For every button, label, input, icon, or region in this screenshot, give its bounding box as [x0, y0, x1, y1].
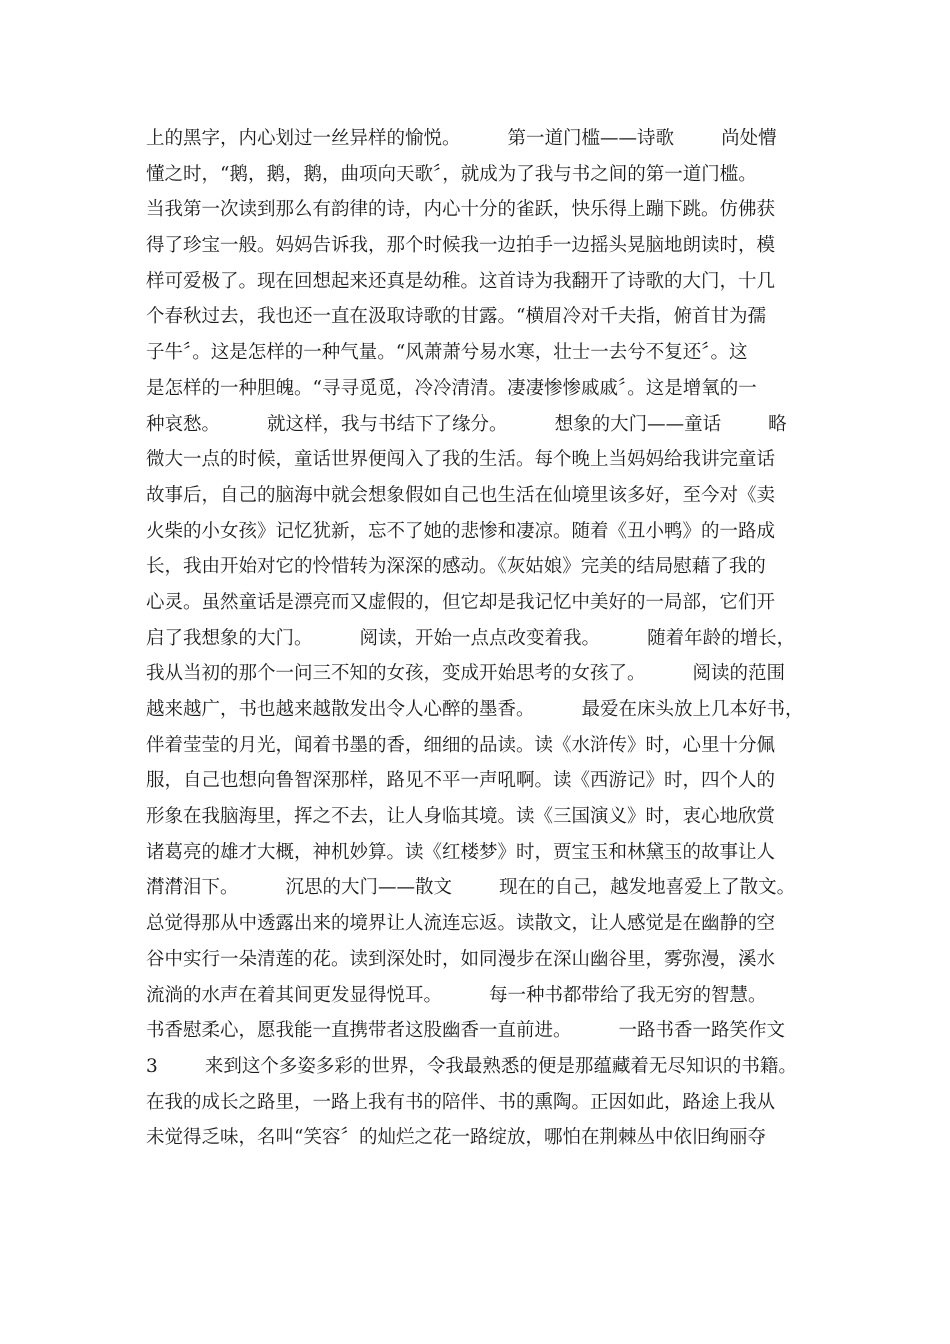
text-line: 书香慰柔心，愿我能一直携带者这股幽香一直前进。 一路书香一路笑作文	[146, 1020, 786, 1042]
text-line: 得了珍宝一般。妈妈告诉我，那个时候我一边拍手一边摇头晃脑地朗读时，模	[146, 235, 776, 257]
text-line: 个春秋过去，我也还一直在汲取诗歌的甘露。“横眉冷对千夫指，俯首甘为孺	[146, 306, 766, 328]
text-line: 在我的成长之路里，一路上我有书的陪伴、书的熏陶。正因如此，路途上我从	[146, 1091, 776, 1113]
text-line: 长，我由开始对它的怜惜转为深深的感动。《灰姑娘》完美的结局慰藉了我的	[146, 556, 766, 578]
text-line: 子牛〞。这是怎样的一种气量。“风萧萧兮易水寒，壮士一去兮不复还〞。这	[146, 342, 748, 364]
text-line: 当我第一次读到那么有韵律的诗，内心十分的雀跃，快乐得上蹦下跳。仿佛获	[146, 199, 776, 221]
essay-body	[146, 121, 836, 1156]
text-line: 火柴的小女孩》记忆犹新，忘不了她的悲惨和凄凉。随着《丑小鸭》的一路成	[146, 520, 776, 542]
text-line: 服，自己也想向鲁智深那样，路见不平一声吼啊。读《西游记》时，四个人的	[146, 770, 776, 792]
text-line: 种哀愁。 就这样，我与书结下了缘分。 想象的大门——童话 略	[146, 413, 787, 435]
text-line: 伴着莹莹的月光，闻着书墨的香，细细的品读。读《水浒传》时，心里十分佩	[146, 734, 776, 756]
text-line: 谷中实行一朵清莲的花。读到深处时，如同漫步在深山幽谷里，雾弥漫，溪水	[146, 948, 776, 970]
text-line: 懂之时，“鹅，鹅，鹅，曲项向天歌〞，就成为了我与书之间的第一道门槛。	[146, 163, 757, 185]
text-line: 流淌的水声在着其间更发显得悦耳。 每一种书都带给了我无穷的智慧。	[146, 984, 767, 1006]
text-line: 诸葛亮的雄才大概，神机妙算。读《红楼梦》时，贾宝玉和林黛玉的故事让人	[146, 841, 776, 863]
text-line: 是怎样的一种胆魄。“寻寻觅觅，冷冷清清。凄凄惨惨戚戚〞。这是增氧的一	[146, 377, 757, 399]
text-line: 我从当初的那个一问三不知的女孩，变成开始思考的女孩了。 阅读的范围	[146, 663, 786, 685]
text-line: 启了我想象的大门。 阅读，开始一点点改变着我。 随着年龄的增长，	[146, 627, 796, 649]
text-line: 故事后，自己的脑海中就会想象假如自己也生活在仙境里该多好，至今对《卖	[146, 484, 776, 506]
text-line: 样可爱极了。现在回想起来还真是幼稚。这首诗为我翻开了诗歌的大门，十几	[146, 270, 776, 292]
text-line: 越来越广，书也越来越散发出令人心醉的墨香。 最爱在床头放上几本好书，	[146, 699, 804, 720]
text-line: 3 来到这个多姿多彩的世界，令我最熟悉的便是那蕴藏着无尽知识的书籍。	[146, 1055, 797, 1077]
text-line: 潸潸泪下。 沉思的大门——散文 现在的自己，越发地喜爱上了散文。	[146, 877, 796, 899]
text-line: 未觉得乏味，名叫“笑容〞的灿烂之花一路绽放，哪怕在荆棘丛中依旧绚丽夺	[146, 1127, 766, 1149]
text-line: 微大一点的时候，童话世界便闯入了我的生活。每个晚上当妈妈给我讲完童话	[146, 449, 776, 471]
text-line: 形象在我脑海里，挥之不去，让人身临其境。读《三国演义》时，衷心地欣赏	[146, 806, 776, 828]
text-line: 心灵。虽然童话是漂亮而又虚假的，但它却是我记忆中美好的一局部，它们开	[146, 591, 776, 613]
text-line: 上的黑字，内心划过一丝异样的愉悦。 第一道门槛——诗歌 尚处懵	[146, 128, 777, 149]
text-line: 总觉得那从中透露出来的境界让人流连忘返。读散文，让人感觉是在幽静的空	[146, 913, 776, 935]
